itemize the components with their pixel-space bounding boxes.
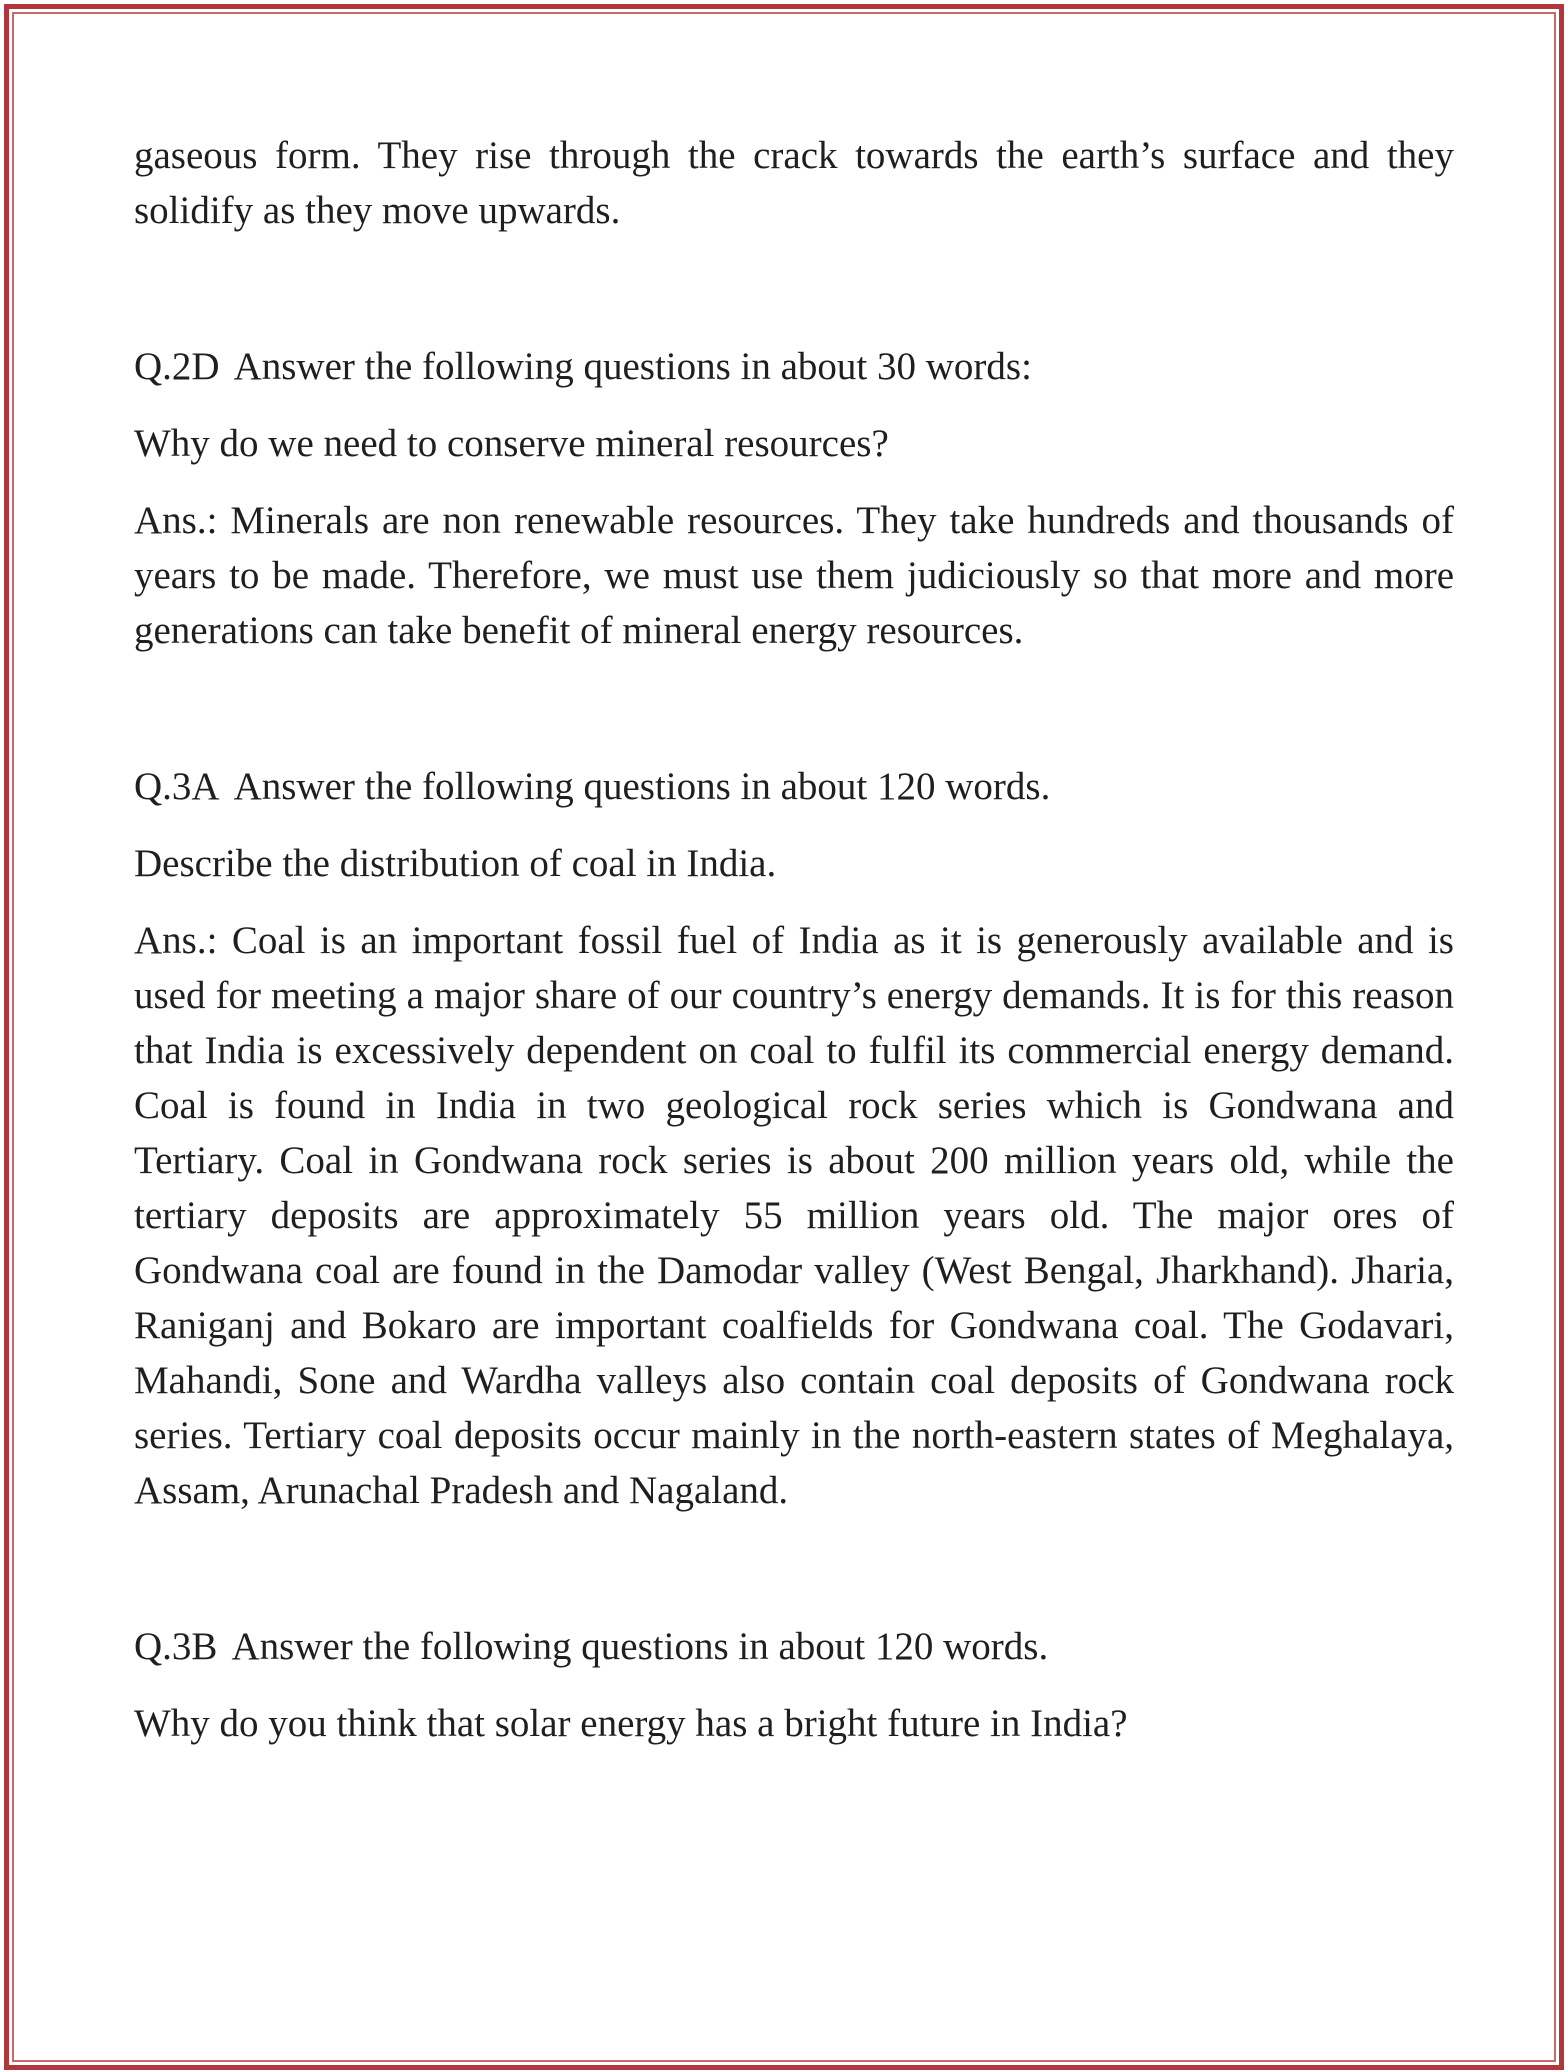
question-block-q2d [134,339,1454,658]
question-block-q3b [134,1619,1454,1751]
document-body [134,128,1454,1751]
question-header [134,1619,1454,1674]
question-label: Q.3B [134,1625,218,1668]
question-header [134,339,1454,394]
question-text: Describe the distribution of coal in India. [134,842,777,885]
question-instruction: Answer the following questions in about 30 words: [233,345,1032,388]
question-text: Why do you think that solar energy has a bright future in India? [134,1702,1128,1745]
question-block-q3a [134,759,1454,1518]
question-label: Q.3A [134,765,220,808]
question-instruction: Answer the following questions in about 120 words. [231,1625,1049,1668]
answer-text: Ans.: Coal is an important fossil fuel of India as it is generously available and is used for meeting a major share of our country’s energy demands. It is for this reason that India is excessively dependent on coal to fulfil its commercial energy demand. Coal is found in India in two geological rock series which is Gondwana and Tertiary. Coal in Gondwana rock series is about 200 million years old, while the tertiary deposits are approximately 55 million years old. The major ores of Gondwana coal are found in the Damodar valley (West Bengal, Jharkhand). Jharia, Raniganj and Bokaro are important coalfields for Gondwana coal. The Godavari, Mahandi, Sone and Wardha valleys also contain coal deposits of Gondwana rock series. Tertiary coal deposits occur mainly in the north-eastern states of Meghalaya, Assam, Arunachal Pradesh and Nagaland. [134,919,1454,1512]
question-instruction: Answer the following questions in about 120 words. [233,765,1051,808]
answer-text: Ans.: Minerals are non renewable resources. They take hundreds and thousands of years to be made. Therefore, we must use them judiciously so that more and more generations can take benefit of mineral energy resources. [134,499,1454,652]
question-label: Q.2D [134,345,220,388]
intro-paragraph: gaseous form. They rise through the crack towards the earth’s surface and they solidify as they move upwards. [134,134,1454,232]
question-text: Why do we need to conserve mineral resources? [134,422,889,465]
question-header [134,759,1454,814]
